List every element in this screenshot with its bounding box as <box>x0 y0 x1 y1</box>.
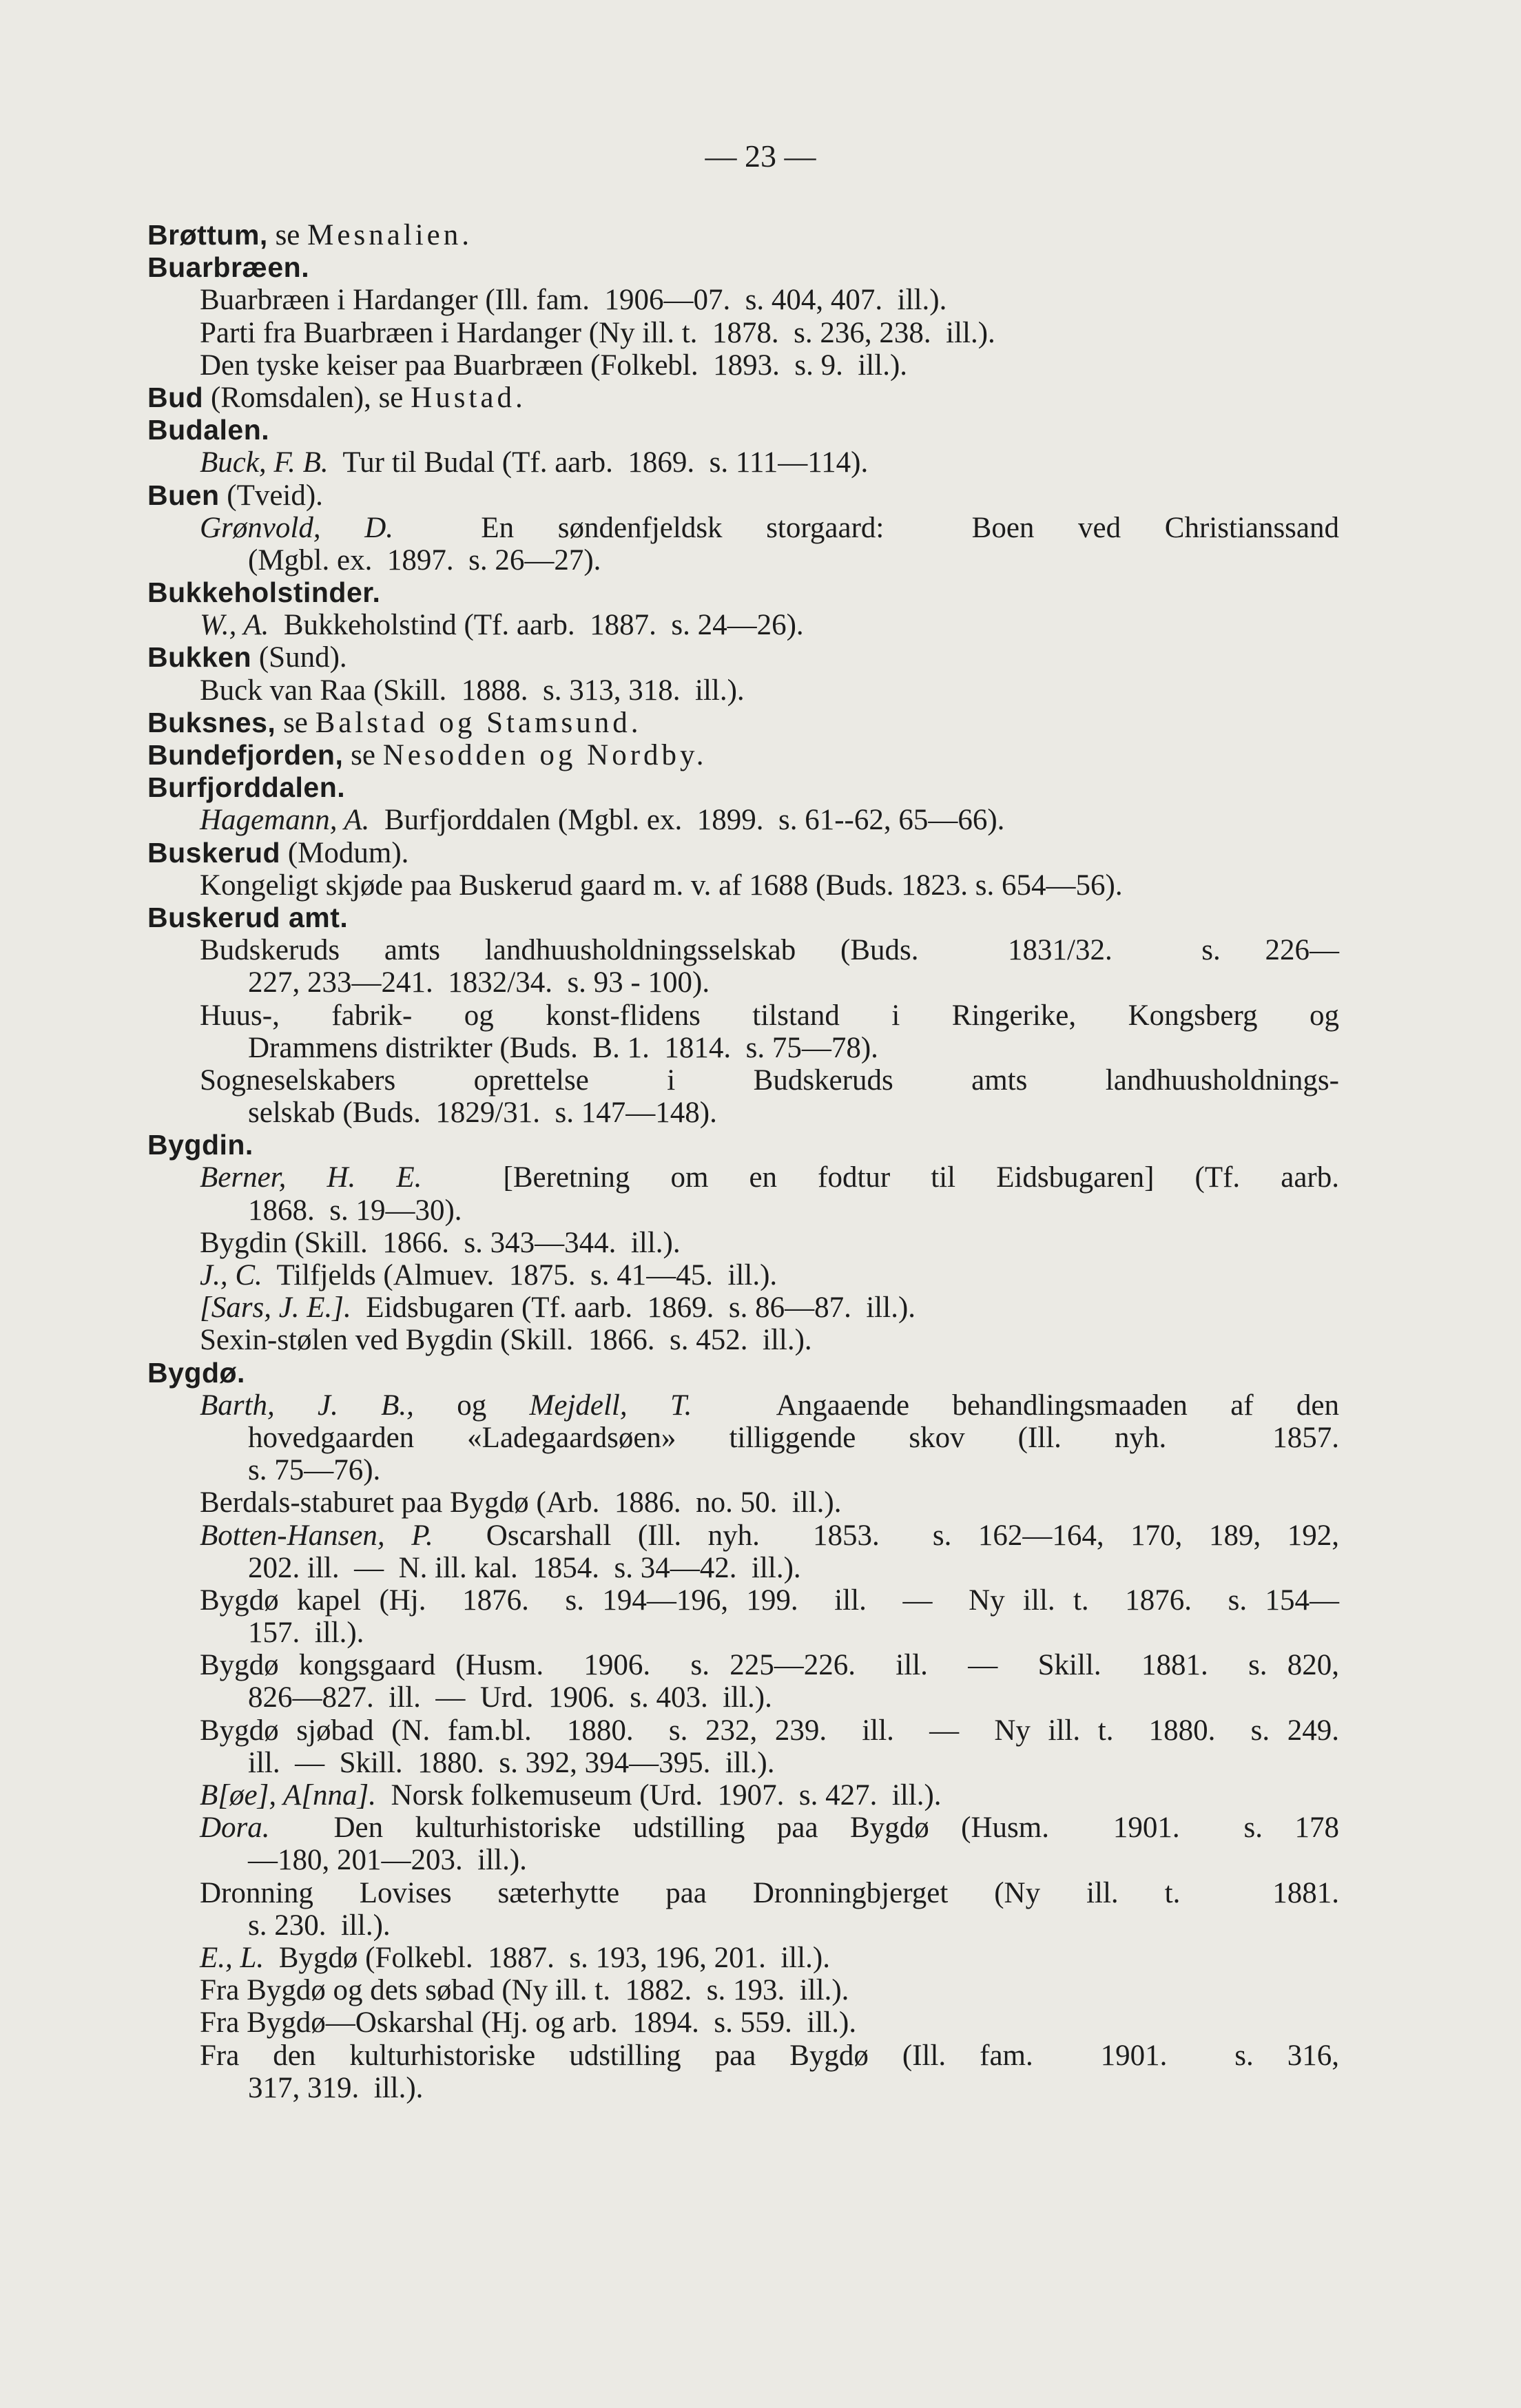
entry-text: Fra den kulturhistoriske udstilling paa Bygdø (Ill. fam. 1901. s. 316, <box>200 2039 1339 2072</box>
entry-text: Drammens distrikter (Buds. B. 1. 1814. s. 75—78). <box>248 1031 878 1064</box>
entry-heading: Buarbræen. <box>147 251 310 284</box>
entry-heading: Buen <box>147 479 220 511</box>
cross-reference: Hustad. <box>411 381 526 414</box>
index-entry-line <box>147 934 1339 966</box>
author-name: Barth, J. B., <box>200 1389 414 1422</box>
index-entry-line <box>147 1454 1339 1486</box>
entry-text: (Modum). <box>280 836 409 869</box>
entry-text: Den tyske keiser paa Buarbræen (Folkebl. 1893. s. 9. ill.). <box>200 349 908 382</box>
index-entry-line <box>147 1584 1339 1617</box>
index-entry-line <box>147 1032 1339 1064</box>
index-entry-line <box>147 1714 1339 1747</box>
index-entry-line <box>147 2006 1339 2039</box>
index-entry-line <box>147 1649 1339 1681</box>
index-heading-line <box>147 1357 1339 1389</box>
index-entry-line <box>147 1259 1339 1291</box>
entry-text: hovedgaarden «Ladegaardsøen» tilliggende skov (Ill. nyh. 1857. <box>248 1421 1339 1454</box>
index-entry-line <box>147 1617 1339 1649</box>
index-entry-line <box>147 804 1339 836</box>
index-heading-line <box>147 739 1339 771</box>
author-name: Botten-Hansen, P. <box>200 1519 433 1552</box>
entry-text: s. 75—76). <box>248 1454 381 1487</box>
index-heading-line <box>147 251 1339 284</box>
entry-heading: Bundefjorden, <box>147 739 344 771</box>
entry-text: Burfjorddalen (Mgbl. ex. 1899. s. 61--62, 65—66). <box>369 804 1005 837</box>
entry-text: Bygdø (Folkebl. 1887. s. 193, 196, 201. ill.). <box>264 1941 830 1974</box>
entry-text: Buck van Raa (Skill. 1888. s. 313, 318. ill.). <box>200 674 745 707</box>
entry-heading: Bud <box>147 381 204 413</box>
index-entry-line <box>147 1812 1339 1844</box>
index-entry-line <box>147 869 1339 902</box>
entry-heading: Bukken <box>147 641 252 674</box>
entry-text: Huus-, fabrik- og konst-flidens tilstand i Ringerike, Kongsberg og <box>200 999 1339 1032</box>
index-entry-line <box>147 1552 1339 1584</box>
cross-reference: Nesodden og Nordby. <box>382 739 707 771</box>
entry-text: Den kulturhistoriske udstilling paa Bygdø (Husm. 1901. s. 178 <box>269 1812 1339 1845</box>
entry-text: (Tveid). <box>219 479 323 512</box>
entry-text: Fra Bygdø og dets søbad (Ny ill. t. 1882. s. 193. ill.). <box>200 1974 849 2007</box>
index-entry-line <box>147 609 1339 641</box>
entry-text: 202. ill. — N. ill. kal. 1854. s. 34—42. ill.). <box>248 1551 801 1584</box>
entry-text: og <box>413 1389 530 1422</box>
entry-heading: Buksnes, <box>147 706 276 738</box>
index-entry-line <box>147 349 1339 382</box>
author-name: Mejdell, T. <box>529 1389 692 1422</box>
entry-text: En søndenfjeldsk storgaard: Boen ved Christianssand <box>393 511 1339 544</box>
entry-text: s. 230. ill.). <box>248 1909 391 1942</box>
index-entry-line <box>147 1681 1339 1714</box>
entry-text: Bygdin (Skill. 1866. s. 343—344. ill.). <box>200 1226 681 1259</box>
index-entry-line <box>147 1486 1339 1519</box>
index-entry-line <box>147 1291 1339 1324</box>
index-entry-line <box>147 544 1339 577</box>
index-heading-line <box>147 771 1339 804</box>
entry-text: 1868. s. 19—30). <box>248 1194 462 1227</box>
entry-text: se <box>267 219 308 251</box>
index-heading-line <box>147 414 1339 446</box>
index-entry-line <box>147 1747 1339 1779</box>
entry-text: se <box>276 706 315 739</box>
author-name: E., L. <box>200 1941 265 1974</box>
author-name: [Sars, J. E.]. <box>200 1291 351 1325</box>
author-name: Berner, H. E. <box>200 1161 422 1194</box>
author-name: J., C. <box>200 1259 262 1291</box>
index-entry-line <box>147 284 1339 316</box>
index-entry-line <box>147 512 1339 544</box>
author-name: Buck, F. B. <box>200 446 329 479</box>
entry-text: Parti fra Buarbræen i Hardanger (Ny ill. t. 1878. s. 236, 238. ill.). <box>200 316 995 349</box>
index-entry-line <box>147 317 1339 349</box>
index-entry-line <box>147 1422 1339 1454</box>
index-entry-line <box>147 1064 1339 1097</box>
author-name: B[øe], A[nna]. <box>200 1779 377 1812</box>
index-heading-line <box>147 577 1339 609</box>
entry-text: Berdals-staburet paa Bygdø (Arb. 1886. no. 50. ill.). <box>200 1486 842 1519</box>
entry-text: 826—827. ill. — Urd. 1906. s. 403. ill.). <box>248 1681 772 1714</box>
cross-reference: Balstad og Stamsund. <box>315 706 642 739</box>
author-name: Grønvold, D. <box>200 511 394 544</box>
cross-reference: Mesnalien. <box>307 219 473 251</box>
entry-text: Fra Bygdø—Oskarshal (Hj. og arb. 1894. s. 559. ill.). <box>200 2006 857 2039</box>
entry-text: [Beretning om en fodtur til Eidsbugaren] (Tf. aarb. <box>422 1161 1339 1194</box>
entry-text: (Romsdalen), se <box>203 381 411 414</box>
author-name: Dora. <box>200 1812 270 1845</box>
index-heading-line <box>147 902 1339 934</box>
index-entry-line <box>147 1519 1339 1552</box>
entry-heading: Buskerud amt. <box>147 901 349 933</box>
entry-text: Bygdø kapel (Hj. 1876. s. 194—196, 199. ill. — Ny ill. t. 1876. s. 154— <box>200 1584 1339 1617</box>
entry-text: se <box>343 739 383 771</box>
index-entry-line <box>147 674 1339 707</box>
entry-text: Bygdø sjøbad (N. fam.bl. 1880. s. 232, 239. ill. — Ny ill. t. 1880. s. 249. <box>200 1714 1339 1747</box>
entry-text: 227, 233—241. 1832/34. s. 93 - 100). <box>248 966 710 999</box>
index-entry-line <box>147 1324 1339 1356</box>
index-heading-line <box>147 837 1339 869</box>
index-entry-line <box>147 1942 1339 1974</box>
entry-text: (Mgbl. ex. 1897. s. 26—27). <box>248 543 601 577</box>
index-heading-line <box>147 479 1339 512</box>
index-heading-line <box>147 219 1339 251</box>
entry-text: Norsk folkemuseum (Urd. 1907. s. 427. ill.). <box>376 1779 942 1812</box>
entry-heading: Bygdin. <box>147 1129 254 1161</box>
index-entry-line <box>147 1097 1339 1129</box>
author-name: W., A. <box>200 609 269 642</box>
entry-text: Sogneselskabers oprettelse i Budskeruds amts landhuusholdnings- <box>200 1063 1339 1097</box>
index-entry-line <box>147 2072 1339 2104</box>
index-heading-line <box>147 641 1339 674</box>
page-number: — 23 — <box>705 138 816 174</box>
entry-heading: Budalen. <box>147 414 270 446</box>
index-entry-line <box>147 1974 1339 2006</box>
author-name: Hagemann, A. <box>200 804 370 837</box>
index-entry-line <box>147 999 1339 1032</box>
entry-text: Sexin-stølen ved Bygdin (Skill. 1866. s. 452. ill.). <box>200 1324 812 1357</box>
entry-text: 157. ill.). <box>248 1617 364 1650</box>
index-entry-line <box>147 1877 1339 1909</box>
index-heading-line <box>147 382 1339 414</box>
index-entry-line <box>147 1227 1339 1259</box>
index-entry-line <box>147 1909 1339 1942</box>
entry-text: Kongeligt skjøde paa Buskerud gaard m. v. af 1688 (Buds. 1823. s. 654—56). <box>200 869 1123 902</box>
index-entry-line <box>147 1389 1339 1422</box>
entry-text: Angaaende behandlingsmaaden af den <box>692 1389 1339 1422</box>
entry-text: Bukkeholstind (Tf. aarb. 1887. s. 24—26). <box>269 609 804 642</box>
entry-text: —180, 201—203. ill.). <box>248 1844 527 1877</box>
index-heading-line <box>147 707 1339 739</box>
index-entry-line <box>147 2039 1339 2072</box>
entry-text: Bygdø kongsgaard (Husm. 1906. s. 225—226. ill. — Skill. 1881. s. 820, <box>200 1649 1339 1682</box>
index-entry-line <box>147 1779 1339 1812</box>
entry-text: Dronning Lovises sæterhytte paa Dronningbjerget (Ny ill. t. 1881. <box>200 1876 1339 1909</box>
entry-text: Tur til Budal (Tf. aarb. 1869. s. 111—114). <box>328 446 869 479</box>
index-entry-line <box>147 1194 1339 1227</box>
index-entry-line <box>147 966 1339 999</box>
index-entry-line <box>147 1161 1339 1194</box>
index-heading-line <box>147 1129 1339 1161</box>
entry-heading: Buskerud <box>147 836 281 869</box>
index-entries <box>147 219 1339 2104</box>
index-entry-line <box>147 1844 1339 1876</box>
entry-heading: Bukkeholstinder. <box>147 577 381 609</box>
entry-text: Budskeruds amts landhuusholdningsselskab (Buds. 1831/32. s. 226— <box>200 934 1339 967</box>
entry-text: Tilfjelds (Almuev. 1875. s. 41—45. ill.). <box>262 1259 778 1291</box>
entry-text: Oscarshall (Ill. nyh. 1853. s. 162—164, 170, 189, 192, <box>433 1519 1339 1552</box>
entry-text: (Sund). <box>251 641 347 674</box>
entry-text: Buarbræen i Hardanger (Ill. fam. 1906—07. s. 404, 407. ill.). <box>200 284 947 317</box>
entry-text: Eidsbugaren (Tf. aarb. 1869. s. 86—87. ill.). <box>351 1291 916 1325</box>
entry-text: 317, 319. ill.). <box>248 2071 424 2104</box>
entry-text: ill. — Skill. 1880. s. 392, 394—395. ill.). <box>248 1746 775 1779</box>
entry-heading: Brøttum, <box>147 219 268 251</box>
entry-heading: Burfjorddalen. <box>147 771 346 804</box>
entry-heading: Bygdø. <box>147 1356 245 1389</box>
index-entry-line <box>147 446 1339 479</box>
entry-text: selskab (Buds. 1829/31. s. 147—148). <box>248 1097 717 1130</box>
